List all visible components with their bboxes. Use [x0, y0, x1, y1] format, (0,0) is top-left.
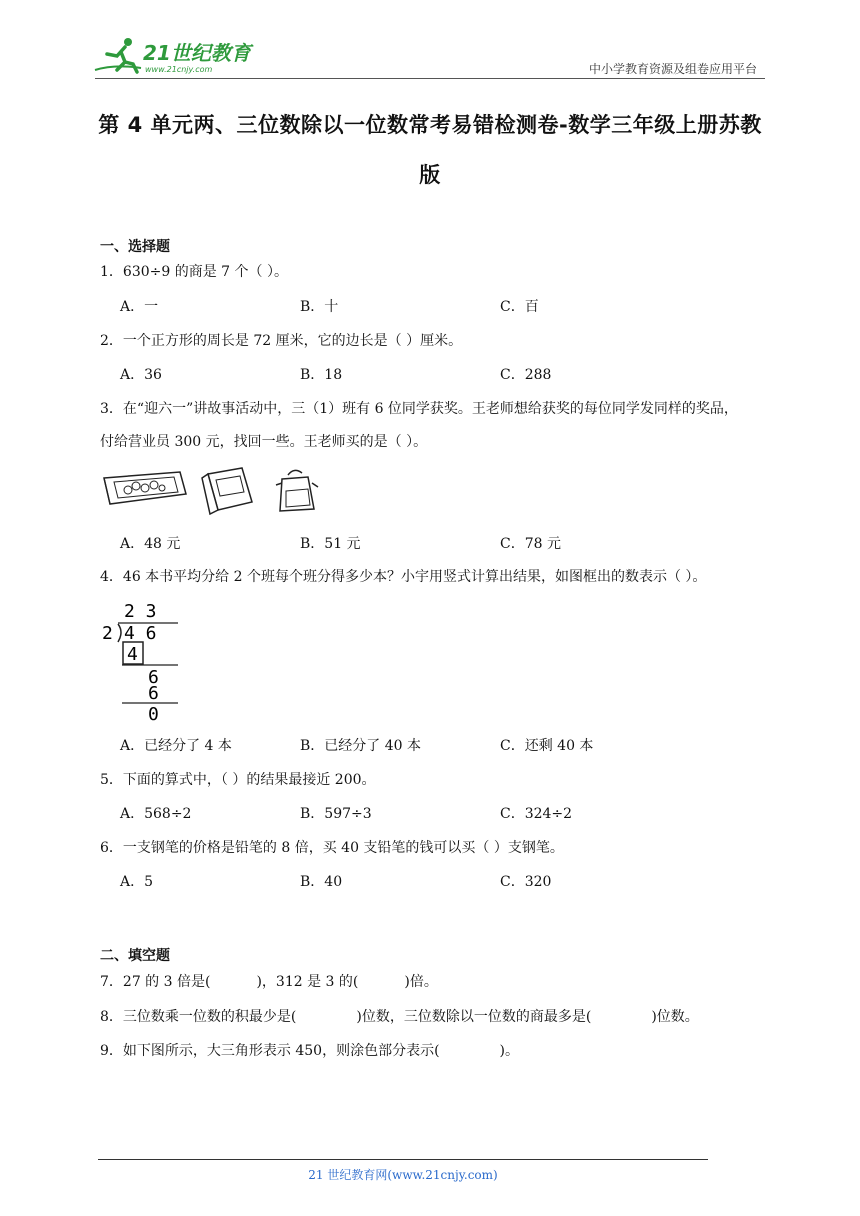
- question-7: [100, 972, 770, 992]
- option-b: B．18: [300, 367, 343, 383]
- header-slogan: 中小学教育资源及组卷应用平台: [588, 62, 757, 76]
- option-b: B．51 元: [300, 536, 361, 552]
- option-a: A．568÷2: [120, 806, 192, 822]
- option-b: B．十: [300, 299, 339, 315]
- title-line-2: 版: [419, 163, 441, 187]
- option-c: C．78 元: [500, 536, 561, 552]
- question-4: 4．46 本书平均分给 2 个班每个班分得多少本？小宇用竖式计算出结果，如图框出的数表示（ ）。: [100, 569, 707, 585]
- remainder: 0: [148, 704, 159, 725]
- header-divider: [95, 78, 765, 79]
- q8-text-1: 8．三位数乘一位数的积最少是(: [100, 1009, 297, 1025]
- option-c: C．320: [500, 874, 552, 890]
- step-2: 6: [148, 667, 159, 688]
- divisor: 2: [102, 623, 113, 644]
- option-a: A．一: [120, 299, 159, 315]
- option-b: B．40: [300, 874, 343, 890]
- q8-text-2: )位数，三位数除以一位数的商最多是(: [356, 1009, 592, 1025]
- q9-text-1: 9．如下图所示，大三角形表示 450，则涂色部分表示(: [100, 1043, 440, 1059]
- question-2: 2．一个正方形的周长是 72 厘米，它的边长是（ ）厘米。: [100, 333, 463, 349]
- section-heading-choice: 一、选择题: [100, 239, 170, 255]
- backpack-icon: [272, 465, 322, 515]
- q7-text-3: )倍。: [404, 974, 438, 990]
- long-division-figure: [100, 598, 190, 723]
- question-3-line-1: 3．在“迎六一”讲故事活动中，三（1）班有 6 位同学获奖。王老师想给获奖的每位同学发同样的奖品，: [100, 401, 738, 417]
- step-3: 6: [148, 683, 159, 704]
- section-heading-fill: 二、填空题: [100, 948, 170, 964]
- option-c: C．288: [500, 367, 552, 383]
- logo: [95, 34, 270, 78]
- pencil-case-icon: [100, 468, 190, 508]
- question-8: [100, 1007, 770, 1027]
- question-9: [100, 1041, 770, 1061]
- q9-text-2: )。: [499, 1043, 520, 1059]
- option-a: A．48 元: [120, 536, 181, 552]
- logo-url: www.21cnjy.com: [145, 65, 213, 74]
- question-1: 1．630÷9 的商是 7 个（ ）。: [100, 264, 288, 280]
- option-c: C．还剩 40 本: [500, 738, 594, 754]
- step-1: 4: [127, 644, 138, 665]
- page-header: [95, 30, 765, 80]
- runner-icon: [95, 38, 141, 72]
- notebook-icon: [198, 466, 258, 516]
- footer-text: 21 世纪教育网(www.21cnjy.com): [308, 1168, 498, 1182]
- option-c: C．百: [500, 299, 539, 315]
- q7-text-1: 7．27 的 3 倍是(: [100, 974, 211, 990]
- title-line-1: 第 4 单元两、三位数除以一位数常考易错检测卷-数学三年级上册苏教: [98, 113, 762, 137]
- question-5: 5．下面的算式中，（ ）的结果最接近 200。: [100, 772, 376, 788]
- option-a: A．5: [120, 874, 154, 890]
- option-c: C．324÷2: [500, 806, 573, 822]
- option-a: A．36: [120, 367, 162, 383]
- question-6: 6．一支钢笔的价格是铅笔的 8 倍，买 40 支铅笔的钱可以买（ ）支钢笔。: [100, 840, 564, 856]
- q7-text-2: )，312 是 3 的(: [256, 974, 359, 990]
- question-3-line-2: 付给营业员 300 元，找回一些。王老师买的是（ ）。: [100, 434, 428, 450]
- dividend: 4 6: [124, 623, 157, 644]
- quotient: 2 3: [124, 601, 157, 622]
- option-a: A．已经分了 4 本: [120, 738, 232, 754]
- option-b: B．597÷3: [300, 806, 372, 822]
- page-title: [95, 100, 765, 200]
- logo-text: 21世纪教育: [143, 41, 251, 65]
- q8-text-3: )位数。: [651, 1009, 699, 1025]
- footer-divider: [98, 1159, 708, 1160]
- option-b: B．已经分了 40 本: [300, 738, 422, 754]
